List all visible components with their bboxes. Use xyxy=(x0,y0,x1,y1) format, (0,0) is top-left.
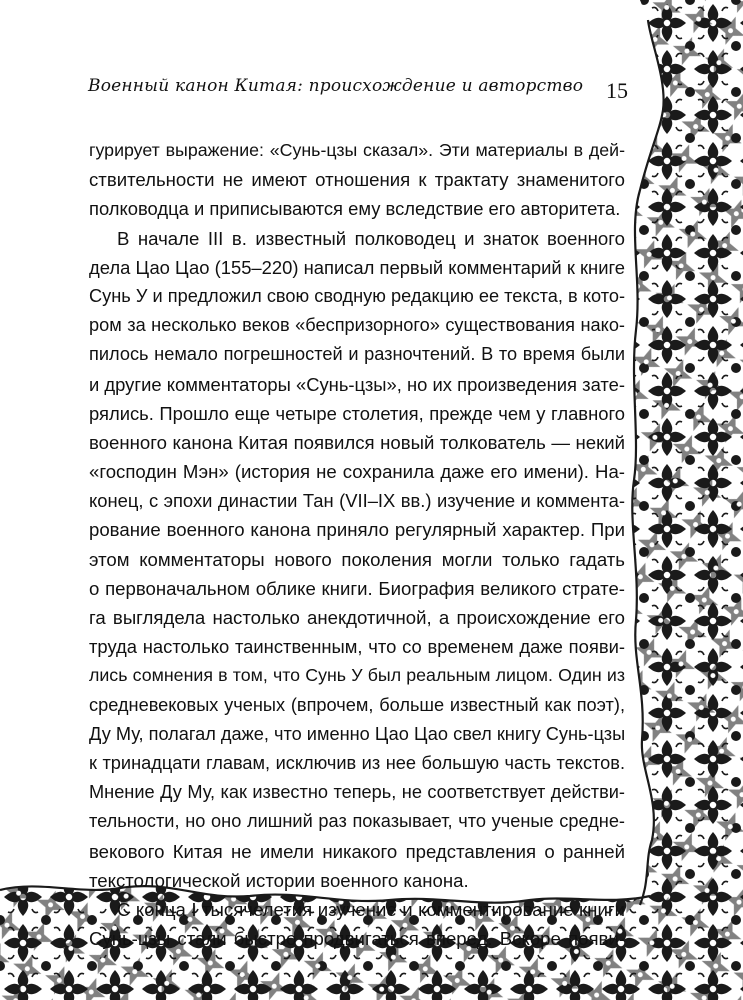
text-line: конец, с эпохи династии Тан (VII–IX вв.) изучение и коммента- xyxy=(89,490,625,512)
text-line: Ду Му, полагал даже, что именно Цао Цао свел книгу Сунь-цзы xyxy=(89,723,626,744)
text-line: этом комментаторы нового поколения могли только гадать xyxy=(89,548,625,570)
text-line: В начале III в. известный полководец и знаток военного xyxy=(117,227,625,249)
text-line: к тринадцати главам, исключив из нее большую часть текстов. xyxy=(89,752,625,773)
text-line: полководца и приписываются ему вследствие его авторитета. xyxy=(89,198,621,220)
text-line: Сунь У и предложил свою сводную редакцию ее текста, в кото- xyxy=(89,285,625,306)
page-header xyxy=(88,72,628,112)
text-line: труда настолько таинственным, что со временем даже появи- xyxy=(89,636,625,658)
text-line: ствительности не имеют отношения к трактату знаменитого xyxy=(89,169,625,191)
text-line: текстологической истории военного канона. xyxy=(89,869,469,891)
text-line: векового Китая не имели никакого представления о ранней xyxy=(89,840,625,862)
text-line: тельности, но оно лишний раз показывает, что ученые средне- xyxy=(89,811,625,832)
text-line: пилось немало погрешностей и разночтений. В то время были xyxy=(89,344,625,365)
text-line: Мнение Ду Му, как известно теперь, не соответствует действи- xyxy=(89,782,625,803)
text-line: рялись. Прошло еще четыре столетия, прежде чем у главного xyxy=(89,402,625,424)
text-line: военного канона Китая появился новый толкователь — некий xyxy=(89,431,625,453)
text-line: рование военного канона приняло регулярный характер. При xyxy=(89,519,625,541)
text-line: гурирует выражение: «Сунь-цзы сказал». Эти материалы в дей- xyxy=(89,140,625,160)
text-line: ром за несколько веков «беспризорного» существования нако- xyxy=(89,315,625,336)
text-line: Сунь-цзы стали быстро продвигаться вперед. Вскоре появи- xyxy=(89,928,625,950)
text-line: дела Цао Цао (155–220) написал первый комментарий к книге xyxy=(89,256,625,278)
page-number: 15 xyxy=(606,78,628,103)
text-line: «господин Мэн» (история не сохранила даже его имени). На- xyxy=(89,461,625,483)
text-line: С конца I тысячелетия изучение и комментирование книги xyxy=(117,898,625,920)
text-line: о первоначальном облике книги. Биография великого страте- xyxy=(89,577,625,599)
text-line: и другие комментаторы «Сунь-цзы», но их произведения зате- xyxy=(89,373,625,395)
text-line: средневековых ученых (впрочем, больше известный как поэт), xyxy=(89,694,625,715)
text-line: лись сомнения в том, что Сунь У был реальным лицом. Один из xyxy=(89,665,625,686)
text-line: га выглядела настолько анекдотичной, а происхождение его xyxy=(89,607,625,628)
running-title: Военный канон Китая: происхождение и авторство xyxy=(88,76,584,96)
body-text xyxy=(89,136,625,953)
